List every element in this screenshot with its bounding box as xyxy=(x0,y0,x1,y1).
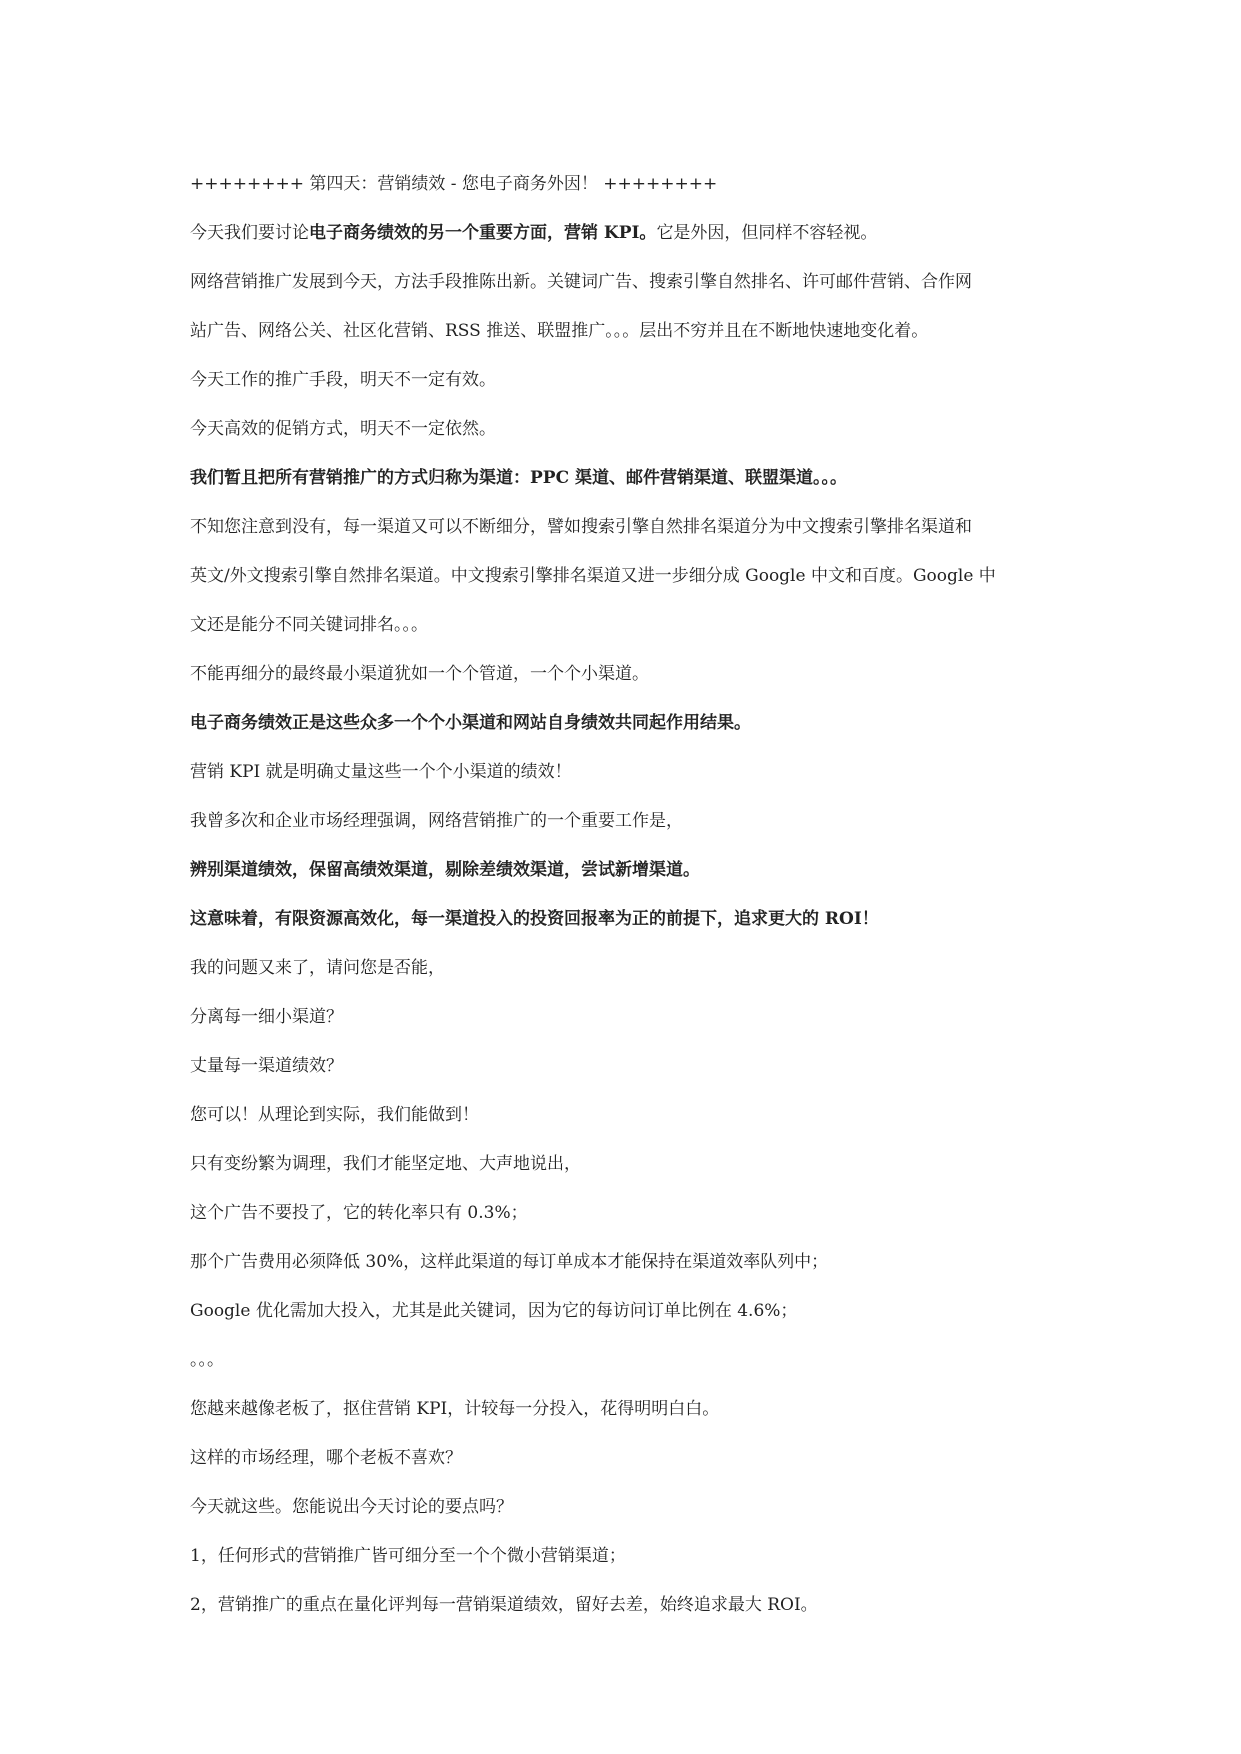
bold-paragraph-line: 这意味着，有限资源高效化，每一渠道投入的投资回报率为正的前提下，追求更大的 ROI！ xyxy=(190,909,879,929)
paragraph-line: 只有变纷繁为调理，我们才能坚定地、大声地说出， xyxy=(190,1154,581,1174)
paragraph-line: 丈量每一渠道绩效？ xyxy=(190,1056,343,1076)
document-body xyxy=(190,160,1070,1630)
paragraph-line: 不能再细分的最终最小渠道犹如一个个管道，一个个小渠道。 xyxy=(190,664,649,684)
text-run: 它是外因，但同样不容轻视。 xyxy=(656,223,878,243)
bold-paragraph-line: 辨别渠道绩效，保留高绩效渠道，剔除差绩效渠道，尝试新增渠道。 xyxy=(190,860,700,880)
paragraph-line: Google 优化需加大投入，尤其是此关键词，因为它的每访问订单比例在 4.6%； xyxy=(190,1301,798,1321)
paragraph-line: 这个广告不要投了，它的转化率只有 0.3%； xyxy=(190,1203,528,1223)
paragraph-line: 今天工作的推广手段，明天不一定有效。 xyxy=(190,370,496,390)
paragraph-line: 我的问题又来了，请问您是否能， xyxy=(190,958,445,978)
heading-line: ++++++++ 第四天：营销绩效 - 您电子商务外因！ ++++++++ xyxy=(190,174,718,194)
text-run: 今天我们要讨论 xyxy=(190,223,309,243)
paragraph-line: 今天就这些。您能说出今天讨论的要点吗？ xyxy=(190,1497,513,1517)
paragraph-line: 网络营销推广发展到今天，方法手段推陈出新。关键词广告、搜索引擎自然排名、许可邮件营销、合作网 xyxy=(190,272,972,292)
paragraph-line xyxy=(190,209,1070,258)
paragraph-line: 营销 KPI 就是明确丈量这些一个个小渠道的绩效！ xyxy=(190,762,572,782)
bold-paragraph-line: 我们暂且把所有营销推广的方式归称为渠道：PPC 渠道、邮件营销渠道、联盟渠道。。。 xyxy=(190,468,848,488)
paragraph-line: 站广告、网络公关、社区化营销、RSS 推送、联盟推广。。。层出不穷并且在不断地快速地变化着。 xyxy=(190,321,929,341)
paragraph-line: 今天高效的促销方式，明天不一定依然。 xyxy=(190,419,496,439)
paragraph-line: 我曾多次和企业市场经理强调，网络营销推广的一个重要工作是， xyxy=(190,811,683,831)
paragraph-line: 那个广告费用必须降低 30%，这样此渠道的每订单成本才能保持在渠道效率队列中； xyxy=(190,1252,829,1272)
paragraph-line: 您可以！从理论到实际，我们能做到！ xyxy=(190,1105,479,1125)
bold-paragraph-line: 电子商务绩效正是这些众多一个个小渠道和网站自身绩效共同起作用结果。 xyxy=(190,713,751,733)
paragraph-line: 您越来越像老板了，抠住营销 KPI，计较每一分投入，花得明明白白。 xyxy=(190,1399,720,1419)
paragraph-line: 英文/外文搜索引擎自然排名渠道。中文搜索引擎排名渠道又进一步细分成 Google 中文和百度。Google 中 xyxy=(190,566,996,586)
paragraph-line: 。。。 xyxy=(190,1350,224,1370)
paragraph-line: 文还是能分不同关键词排名。。。 xyxy=(190,615,428,635)
list-item: 1，任何形式的营销推广皆可细分至一个个微小营销渠道； xyxy=(190,1546,626,1566)
paragraph-line: 这样的市场经理，哪个老板不喜欢？ xyxy=(190,1448,462,1468)
bold-text-run: 电子商务绩效的另一个重要方面，营销 KPI。 xyxy=(309,223,657,243)
list-item: 2，营销推广的重点在量化评判每一营销渠道绩效，留好去差，始终追求最大 ROI。 xyxy=(190,1595,818,1615)
paragraph-line: 分离每一细小渠道？ xyxy=(190,1007,343,1027)
paragraph-line: 不知您注意到没有，每一渠道又可以不断细分，譬如搜索引擎自然排名渠道分为中文搜索引擎排名渠道和 xyxy=(190,517,972,537)
